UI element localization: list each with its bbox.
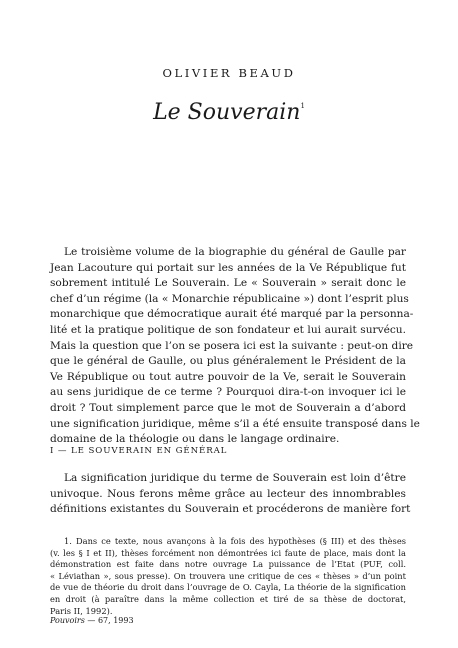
footnote-line: 1. Dans ce texte, nous avançons à la fois des hypothèses (§ III) et des thèses — [64, 536, 406, 546]
author-name: OLIVIER BEAUD — [162, 66, 296, 80]
intro-line: au sens juridique de ce terme ? Pourquoi dira-t-on invoquer ici le — [50, 386, 406, 399]
footnote-line: en droit (à paraître dans la même collection et tiré de sa thèse de doctorat, — [50, 593, 406, 604]
footnote-line: Paris II, 1992). — [50, 605, 113, 616]
journal-name: Pouvoirs — [50, 616, 85, 625]
footnote-line: démonstration est faite dans notre ouvrage La puissance de l’Etat (PUF, coll. — [50, 559, 406, 570]
journal-footer — [50, 616, 134, 625]
intro-line: lité et la pratique politique de son fondateur et lui aurait survécu. — [50, 323, 406, 336]
intro-line: domaine de la théologie ou dans le langage ordinaire. — [50, 433, 340, 446]
section-paragraph — [50, 471, 411, 518]
footnote-line: de vue de théorie du droit dans l’ouvrage de O. Cayla, La théorie de la signification — [50, 582, 406, 593]
section-line: univoque. Nous ferons même grâce au lecteur des innombrables — [50, 487, 406, 500]
article-title — [0, 100, 458, 125]
intro-line: Ve République ou tout autre pouvoir de la Ve, serait le Souverain — [50, 370, 406, 383]
intro-line: une signification juridique, même s’il a été ensuite transposé dans le — [50, 417, 420, 430]
intro-line: Jean Lacouture qui portait sur les années de la Ve République fut — [50, 261, 406, 274]
intro-line: chef d’un régime (la « Monarchie républicaine ») dont l’esprit plus — [50, 292, 409, 305]
intro-line: sobrement intitulé Le Souverain. Le « Souverain » serait donc le — [50, 277, 406, 290]
title-footnote-marker: 1 — [300, 102, 305, 110]
section-line: définitions existantes du Souverain et procéderons de manière fort — [50, 503, 411, 516]
intro-line: droit ? Tout simplement parce que le mot de Souverain a d’abord — [50, 401, 406, 414]
footnote — [50, 536, 406, 617]
footnote-line: « Léviathan », sous presse). On trouvera une critique de ces « thèses » d’un point — [50, 570, 406, 581]
intro-line: monarchique que démocratique aurait été marqué par la personna- — [50, 308, 414, 321]
intro-line: que le général de Gaulle, ou plus généralement le Président de la — [50, 355, 406, 368]
intro-paragraph — [50, 245, 420, 448]
section-heading: I — LE SOUVERAIN EN GÉNÉRAL — [50, 446, 228, 456]
journal-issue: — 67, 1993 — [87, 616, 134, 625]
section-line: La signification juridique du terme de Souverain est loin d’être — [64, 472, 406, 484]
footnote-line: (v. les § I et II), thèses forcément non démontrées ici faute de place, mais dont la — [50, 547, 406, 558]
intro-line: Mais la question que l’on se posera ici est la suivante : peut-on dire — [50, 339, 414, 352]
intro-line: Le troisième volume de la biographie du général de Gaulle par — [64, 246, 406, 258]
title-text: Le Souverain — [153, 100, 301, 125]
